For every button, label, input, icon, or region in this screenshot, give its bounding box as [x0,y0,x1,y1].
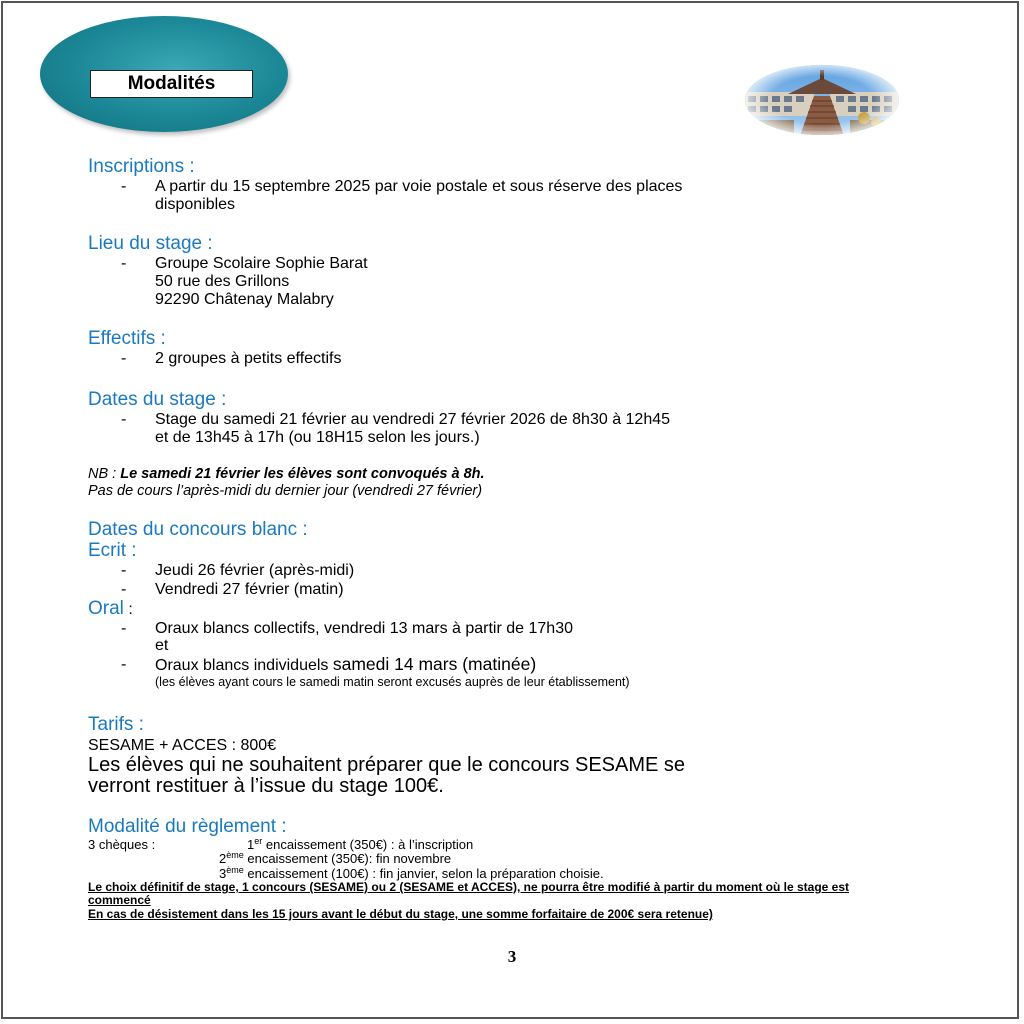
inscriptions-line: A partir du 15 septembre 2025 par voie postale et sous réserve des places [155,178,683,195]
oral-line [155,655,536,675]
payment-sup: ème [226,850,244,860]
bullet-dash: - [121,656,127,673]
heading-dates-stage: Dates du stage : [88,389,227,410]
heading-effectifs: Effectifs : [88,328,166,349]
condition-note: Le choix définitif de stage, 1 concours (SESAME) ou 2 (SESAME et ACCES), ne pourra être modifié à partir du moment où le stage est commencé [88,880,850,907]
bullet-dash: - [121,620,127,637]
heading-lieu: Lieu du stage : [88,233,213,254]
heading-concours: Dates du concours blanc : [88,519,308,540]
payment-sup: er [254,836,263,846]
dates-stage-line: et de 13h45 à 17h (ou 18H15 selon les jours.) [155,429,480,446]
payment-line [247,837,473,852]
payment-sup: ème [226,865,244,875]
ecrit-line: Vendredi 27 février (matin) [155,581,344,598]
payment-text: encaissement (100€) : fin janvier, selon la préparation choisie. [243,866,604,881]
bullet-dash: - [121,562,127,579]
payment-text: encaissement (350€) : à l’inscription [262,837,474,852]
heading-ecrit: Ecrit : [88,540,137,561]
heading-tarifs: Tarifs : [88,714,144,735]
nb-line: Pas de cours l’après-midi du dernier jour (vendredi 27 février) [88,483,483,499]
bullet-dash: - [121,581,127,598]
heading-reglement: Modalité du règlement : [88,816,287,837]
payment-line [219,866,604,881]
payment-text: encaissement (350€): fin novembre [243,851,452,866]
nb-prefix: NB : [88,466,121,482]
bullet-dash: - [121,350,127,367]
bullet-dash: - [121,178,127,195]
oral2b: samedi 14 mars (matinée) [332,654,537,674]
oral2a: Oraux blancs individuels [155,657,333,674]
cheques-label: 3 chèques : [88,837,156,852]
bullet-dash: - [121,411,127,428]
oral-label: Oral [88,598,124,619]
inscriptions-line: disponibles [155,196,236,213]
school-building-photo [744,64,900,136]
payment-num: 3 [219,866,227,881]
payment-num: 1 [247,837,255,852]
condition-note: En cas de désistement dans les 15 jours avant le début du stage, une somme forfaitaire de 200€ sera retenue) [88,907,713,921]
payment-num: 2 [219,851,227,866]
heading-oral [88,598,133,621]
oral-line: Oraux blancs collectifs, vendredi 13 mars à partir de 17h30 [155,620,573,637]
ecrit-line: Jeudi 26 février (après-midi) [155,562,355,579]
oral-line: et [155,637,169,654]
payment-line [219,851,451,866]
page-title: Modalités [90,70,253,98]
effectifs-line: 2 groupes à petits effectifs [155,350,342,367]
oral-note: (les élèves ayant cours le samedi matin seront excusés auprès de leur établissement) [155,675,630,689]
page-number: 3 [507,947,517,966]
heading-inscriptions: Inscriptions : [88,156,195,177]
tarifs-big-line: verront restituer à l’issue du stage 100€. [88,775,444,797]
nb-bold: Le samedi 21 février les élèves sont convoqués à 8h. [120,466,485,482]
lieu-line: 92290 Châtenay Malabry [155,291,334,308]
oral-colon: : [123,601,133,618]
lieu-line: Groupe Scolaire Sophie Barat [155,255,368,272]
lieu-line: 50 rue des Grillons [155,273,290,290]
tarifs-line: SESAME + ACCES : 800€ [88,737,277,754]
bullet-dash: - [121,255,127,272]
dates-stage-line: Stage du samedi 21 février au vendredi 27 février 2026 de 8h30 à 12h45 [155,411,671,428]
nb-note [88,466,485,483]
tarifs-big-line: Les élèves qui ne souhaitent préparer que le concours SESAME se [88,754,686,776]
